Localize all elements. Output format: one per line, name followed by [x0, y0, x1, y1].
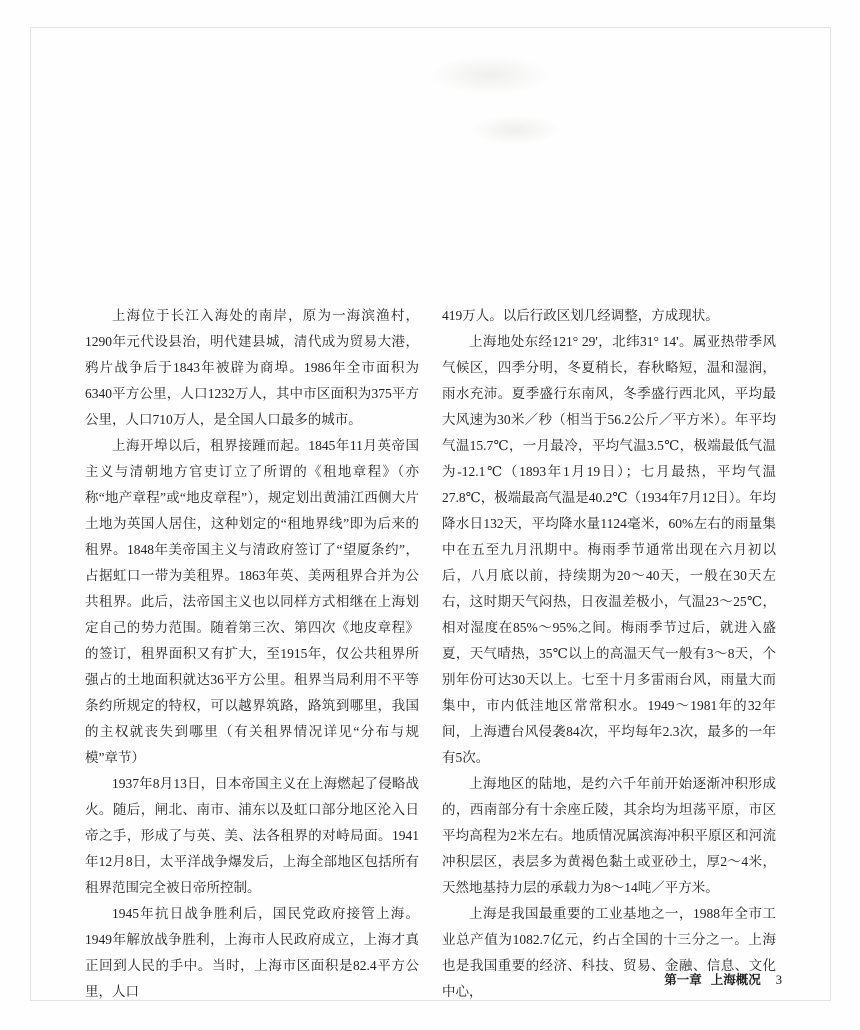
paragraph-war-1937: 1937年8月13日，日本帝国主义在上海燃起了侵略战火。随后，闸北、南市、浦东以及虹口部分地区沦入日帝之手，形成了与英、美、法各租界的对峙局面。1941年12月8日，太平洋战争爆发后，上海全部地区包括所有租界范围完全被日帝所控制。 — [85, 776, 419, 895]
right-column — [442, 303, 776, 1005]
paragraph-industry: 上海是我国最重要的工业基地之一，1988年全市工业总产值为1082.7亿元，约占全国的十三分之一。上海也是我国重要的经济、科技、贸易、金融、信息、文化中心， — [442, 906, 776, 999]
page-footer — [664, 970, 782, 988]
page-content — [85, 303, 777, 1005]
paragraph-concessions: 上海开埠以后，租界接踵而起。1845年11月英帝国主义与清朝地方官吏订立了所谓的《租地章程》（亦称“地产章程”或“地皮章程”），规定划出黄浦江西侧大片土地为英国人居住，这种划定的“租地界线”即为后来的租界。1848年美帝国主义与清政府签订了“望厦条约”，占据虹口一带为美租界。1863年英、美两租界合并为公共租界。此后，法帝国主义也以同样方式相继在上海划定自己的势力范围。随着第三次、第四次《地皮章程》的签订，租界面积又有扩大，至1915年，仅公共租界所强占的土地面积就达36平方公里。租界当局利用不平等条约所规定的特权，可以越界筑路，路筑到哪里，我国的主权就丧失到哪里（有关租界情况详见“分布与规模”章节） — [85, 438, 419, 765]
paragraph-climate: 上海地处东经121° 29'，北纬31° 14'。属亚热带季风气候区，四季分明，冬夏稍长，春秋略短，温和湿润，雨水充沛。夏季盛行东南风，冬季盛行西北风，平均最大风速为30米／秒（相当于56.2公斤／平方米）。年平均气温15.7℃，一月最冷，平均气温3.5℃，极端最低气温为-12.1℃（1893年1月19日）；七月最热，平均气温27.8℃，极端最高气温是40.2℃（1934年7月12日）。年均降水日132天，平均降水量1124毫米，60%左右的雨量集中在五至九月汛期中。梅雨季节通常出现在六月初以后，八月底以前，持续期为20～40天，一般在30天左右，这时期天气闷热，日夜温差极小，气温23～25℃，相对湿度在85%～95%之间。梅雨季节过后，就进入盛夏，天气晴热，35℃以上的高温天气一般有3～8天，个别年份可达30天以上。七至十月多雷雨台风，雨量大而集中，市内低洼地区常常积水。1949～1981年的32年间，上海遭台风侵袭84次，平均每年2.3次，最多的一年有5次。 — [442, 334, 776, 765]
page-number: 3 — [775, 973, 782, 987]
scan-artifact — [430, 55, 550, 95]
section-label: 上海概况 — [710, 973, 761, 987]
scan-artifact — [470, 115, 560, 145]
chapter-label: 第一章 — [664, 973, 702, 987]
paragraph-geology: 上海地区的陆地，是约六千年前开始逐渐冲积形成的，西南部分有十余座丘陵，其余均为坦荡平原，市区平均高程为2米左右。地质情况属滨海冲积平原区和河流冲积层区，表层多为黄褐色黏土或亚砂土，厚2～4米，天然地基持力层的承载力为8～14吨／平方米。 — [442, 776, 776, 895]
paragraph-liberation-continued: 419万人。以后行政区划几经调整，方成现状。 — [442, 308, 719, 323]
paragraph-history-origin: 上海位于长江入海处的南岸，原为一海滨渔村，1290年元代设县治，明代建县城，清代成为贸易大港，鸦片战争后于1843年被辟为商埠。1986年全市面积为6340平方公里，人口1232万人，其中市区面积为375平方公里，人口710万人，是全国人口最多的城市。 — [85, 308, 419, 427]
left-column — [85, 303, 419, 1005]
paragraph-liberation: 1945年抗日战争胜利后，国民党政府接管上海。1949年解放战争胜利，上海市人民政府成立，上海才真正回到人民的手中。当时，上海市区面积是82.4平方公里，人口 — [85, 906, 419, 999]
